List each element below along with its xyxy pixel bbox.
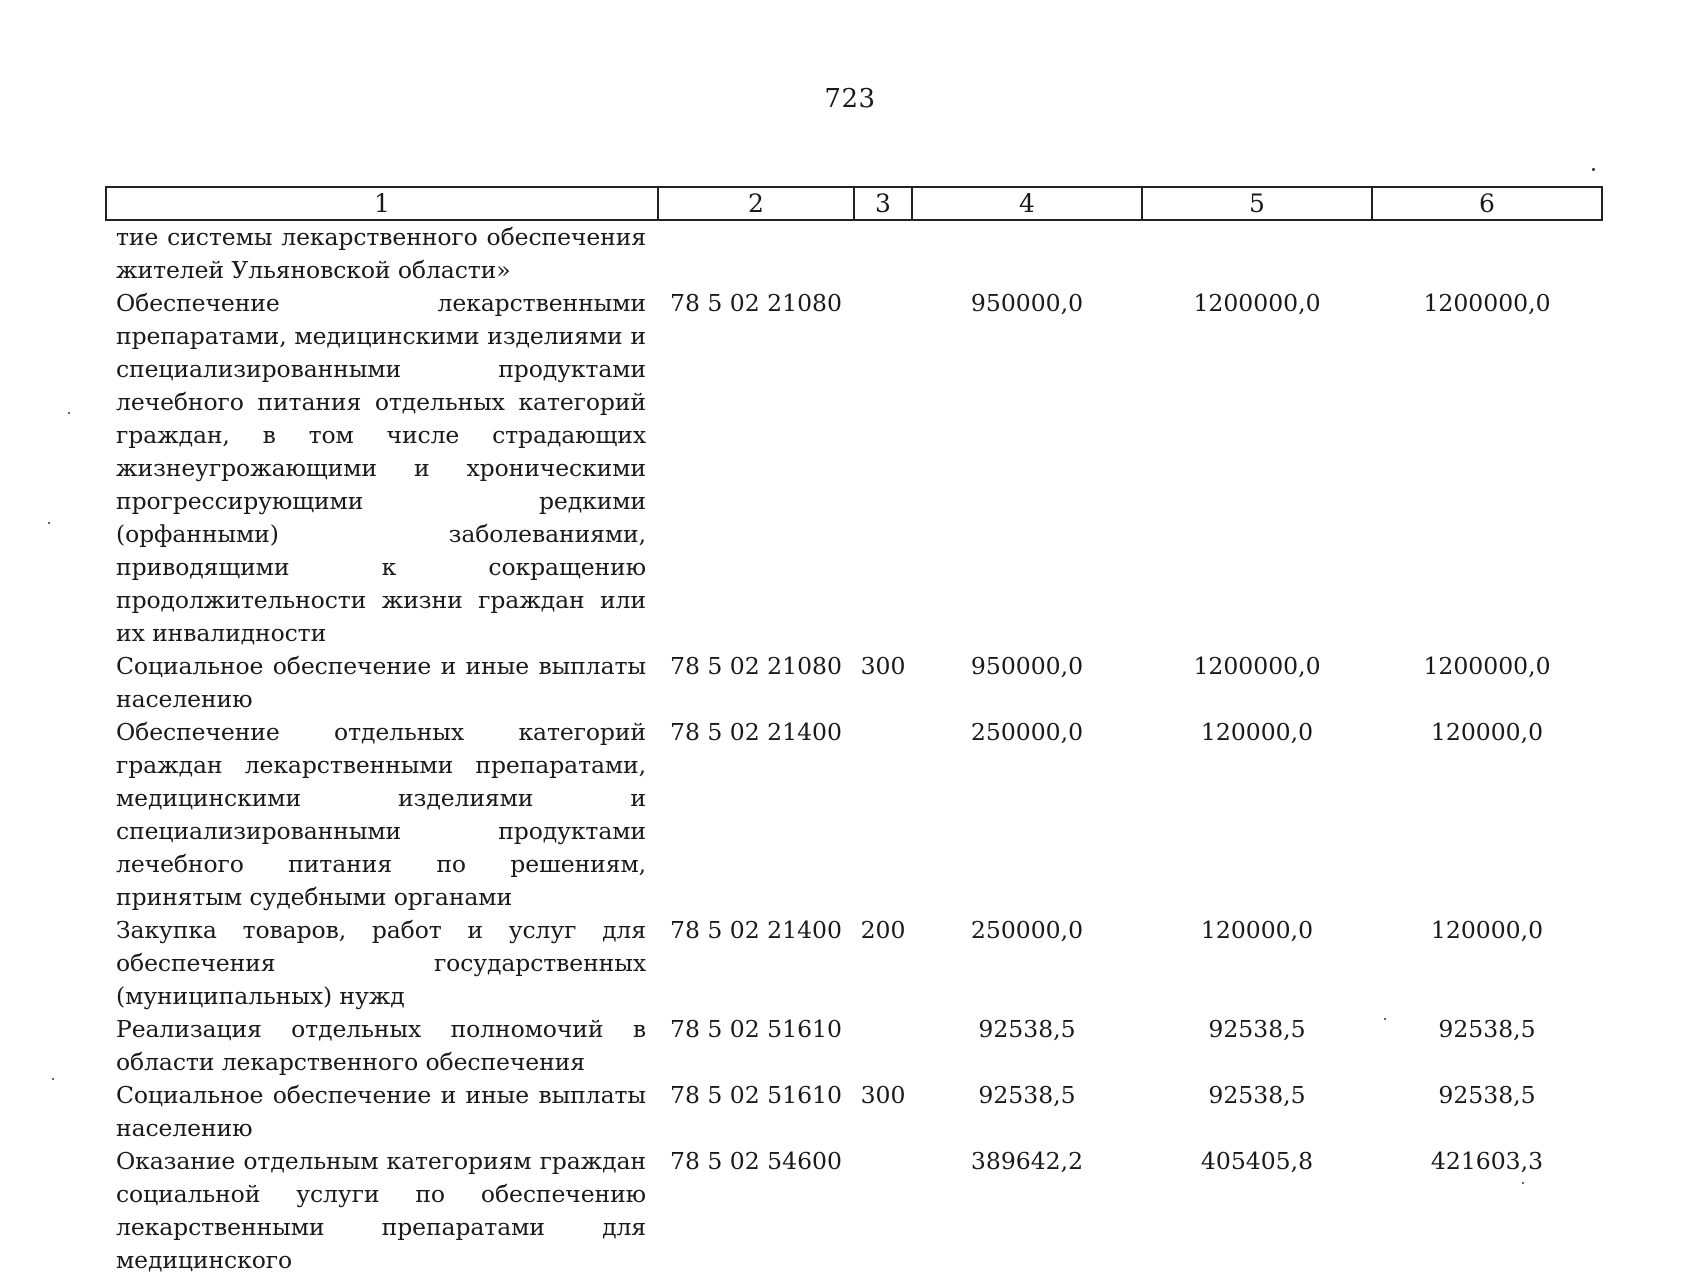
column-header-5: 5 xyxy=(1142,187,1372,220)
row-expense-type xyxy=(854,716,912,914)
row-value-col5: 405405,8 xyxy=(1200,1147,1314,1175)
row-value-col4: 250000,0 xyxy=(970,718,1084,746)
table-row xyxy=(106,1013,1602,1079)
table-body xyxy=(106,220,1602,1277)
row-value-col4: 950000,0 xyxy=(970,652,1084,680)
column-header-3: 3 xyxy=(854,187,912,220)
row-expense-type xyxy=(854,287,912,650)
row-value-col6: 1200000,0 xyxy=(1423,652,1551,680)
row-value-col6: 120000,0 xyxy=(1430,718,1544,746)
column-header-1: 1 xyxy=(106,187,658,220)
row-value-col4 xyxy=(912,220,1142,287)
row-value-col5: 92538,5 xyxy=(1208,1015,1306,1043)
row-value-col5: 92538,5 xyxy=(1208,1081,1306,1109)
row-expense-type xyxy=(854,220,912,287)
row-value-col4: 389642,2 xyxy=(970,1147,1084,1175)
row-value-col5: 120000,0 xyxy=(1200,718,1314,746)
scan-speck xyxy=(1592,168,1595,171)
row-code: 78 5 02 21080 xyxy=(670,289,842,317)
row-code: 78 5 02 21080 xyxy=(670,652,842,680)
row-name: Реализация отдельных полномочий в области лекарственного обеспечения xyxy=(116,1015,646,1076)
row-expense-type: 300 xyxy=(860,1081,906,1109)
row-code: 78 5 02 51610 xyxy=(670,1081,842,1109)
scan-speck xyxy=(1384,1018,1386,1020)
budget-table xyxy=(105,186,1603,1277)
row-value-col5 xyxy=(1142,220,1372,287)
row-expense-type xyxy=(854,1013,912,1079)
row-expense-type: 200 xyxy=(860,916,906,944)
page-number: 723 xyxy=(824,84,876,114)
scan-speck xyxy=(1522,1182,1524,1184)
row-value-col6: 1200000,0 xyxy=(1423,289,1551,317)
row-value-col5: 120000,0 xyxy=(1200,916,1314,944)
row-value-col4: 92538,5 xyxy=(978,1015,1076,1043)
row-code: 78 5 02 54600 xyxy=(670,1147,842,1175)
row-value-col4: 250000,0 xyxy=(970,916,1084,944)
row-value-col6: 92538,5 xyxy=(1438,1081,1536,1109)
row-expense-type xyxy=(854,1145,912,1277)
row-expense-type: 300 xyxy=(860,652,906,680)
table-row xyxy=(106,1145,1602,1277)
row-name: Закупка товаров, работ и услуг для обеспечения государственных (муниципальных) нужд xyxy=(116,916,646,1010)
row-name: тие системы лекарственного обеспечения жителей Ульяновской области» xyxy=(116,223,646,284)
table-row xyxy=(106,220,1602,287)
column-header-6: 6 xyxy=(1372,187,1602,220)
scan-speck xyxy=(68,412,70,414)
column-header-4: 4 xyxy=(912,187,1142,220)
row-value-col5: 1200000,0 xyxy=(1193,289,1321,317)
row-value-col4: 950000,0 xyxy=(970,289,1084,317)
row-name: Обеспечение отдельных категорий граждан лекарственными препаратами, медицинскими изделиями и специализированными продуктами лечебного питания по решениям, принятым судебными органами xyxy=(116,718,646,911)
row-name: Социальное обеспечение и иные выплаты населению xyxy=(116,1081,646,1142)
row-code: 78 5 02 21400 xyxy=(670,718,842,746)
table-header xyxy=(106,187,1602,220)
scan-speck xyxy=(52,1078,54,1080)
column-header-2: 2 xyxy=(658,187,854,220)
row-value-col6: 421603,3 xyxy=(1430,1147,1544,1175)
table-row xyxy=(106,287,1602,650)
table-row xyxy=(106,1079,1602,1145)
table-row xyxy=(106,716,1602,914)
row-code: 78 5 02 21400 xyxy=(670,916,842,944)
header-row xyxy=(106,187,1602,220)
row-value-col4: 92538,5 xyxy=(978,1081,1076,1109)
row-code: 78 5 02 51610 xyxy=(670,1015,842,1043)
row-value-col5: 1200000,0 xyxy=(1193,652,1321,680)
row-name: Оказание отдельным категориям граждан социальной услуги по обеспечению лекарственными препаратами для медицинского xyxy=(116,1147,646,1274)
row-name: Социальное обеспечение и иные выплаты населению xyxy=(116,652,646,713)
row-value-col6 xyxy=(1372,220,1602,287)
scan-speck xyxy=(48,522,50,524)
table-row xyxy=(106,914,1602,1013)
row-code xyxy=(658,220,854,287)
row-value-col6: 120000,0 xyxy=(1430,916,1544,944)
row-value-col6: 92538,5 xyxy=(1438,1015,1536,1043)
table-row xyxy=(106,650,1602,716)
row-name: Обеспечение лекарственными препаратами, медицинскими изделиями и специализированными продуктами лечебного питания отдельных категорий граждан, в том числе страдающих жизнеугрожающими и хроническими прогрессирующими редкими (орфанными) заболеваниями, приводящими к сокращению продолжительности жизни граждан или их инвалидности xyxy=(116,289,646,647)
